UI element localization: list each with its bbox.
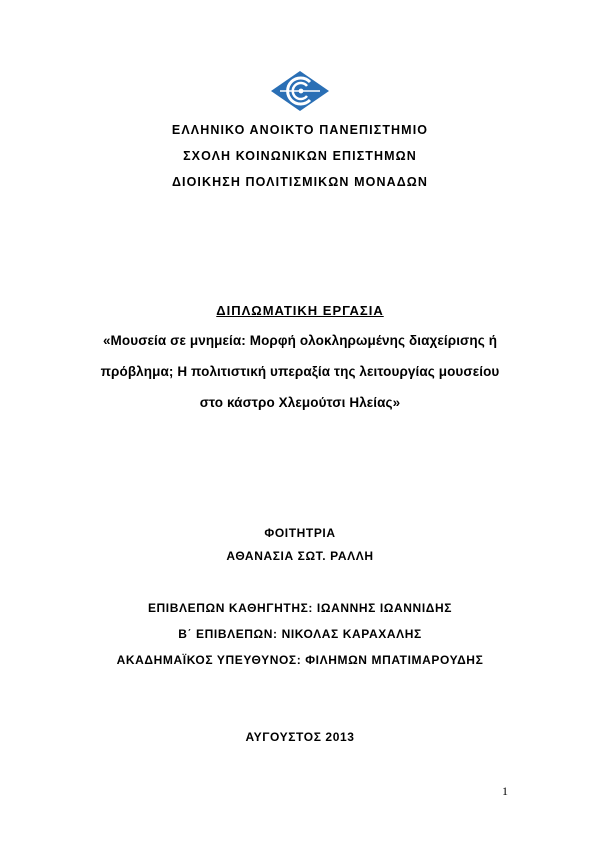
university-name: ΕΛΛΗΝΙΚΟ ΑΝΟΙΚΤΟ ΠΑΝΕΠΙΣΤΗΜΙΟ <box>171 123 429 137</box>
academic-responsible: ΑΚΑΔΗΜΑΪΚΟΣ ΥΠΕΥΘΥΝΟΣ: ΦΙΛΗΜΩΝ ΜΠΑΤΙΜΑΡΟΥΔΗΣ <box>116 653 484 667</box>
program-name: ΔΙΟΙΚΗΣΗ ΠΟΛΙΤΙΣΜΙΚΩΝ ΜΟΝΑΔΩΝ <box>171 175 429 189</box>
thesis-title-line-3: στο κάστρο Χλεμούτσι Ηλείας» <box>199 395 401 410</box>
second-supervisor: Β΄ ΕΠΙΒΛΕΠΩΝ: ΝΙΚΟΛΑΣ ΚΑΡΑΧΑΛΗΣ <box>178 627 422 641</box>
thesis-title-line-1: «Μουσεία σε μνημεία: Μορφή ολοκληρωμένης διαχείρισης ή <box>102 333 498 348</box>
thesis-title-line-2: πρόβλημα; Η πολιτιστική υπεραξία της λειτουργίας μουσείου <box>100 364 500 379</box>
school-name: ΣΧΟΛΗ ΚΟΙΝΩΝΙΚΩΝ ΕΠΙΣΤΗΜΩΝ <box>183 149 417 163</box>
student-label: ΦΟΙΤΗΤΡΙΑ <box>264 526 336 540</box>
university-logo-icon <box>270 70 330 112</box>
supervisor: ΕΠΙΒΛΕΠΩΝ ΚΑΘΗΓΗΤΗΣ: ΙΩΑΝΝΗΣ ΙΩΑΝΝΙΔΗΣ <box>147 601 453 615</box>
student-name: ΑΘΑΝΑΣΙΑ ΣΩΤ. ΡΑΛΛΗ <box>226 549 374 563</box>
page-number: 1 <box>502 784 508 798</box>
thesis-type: ΔΙΠΛΩΜΑΤΙΚΗ ΕΡΓΑΣΙΑ <box>216 303 384 318</box>
submission-date: ΑΥΓΟΥΣΤΟΣ 2013 <box>245 730 355 744</box>
